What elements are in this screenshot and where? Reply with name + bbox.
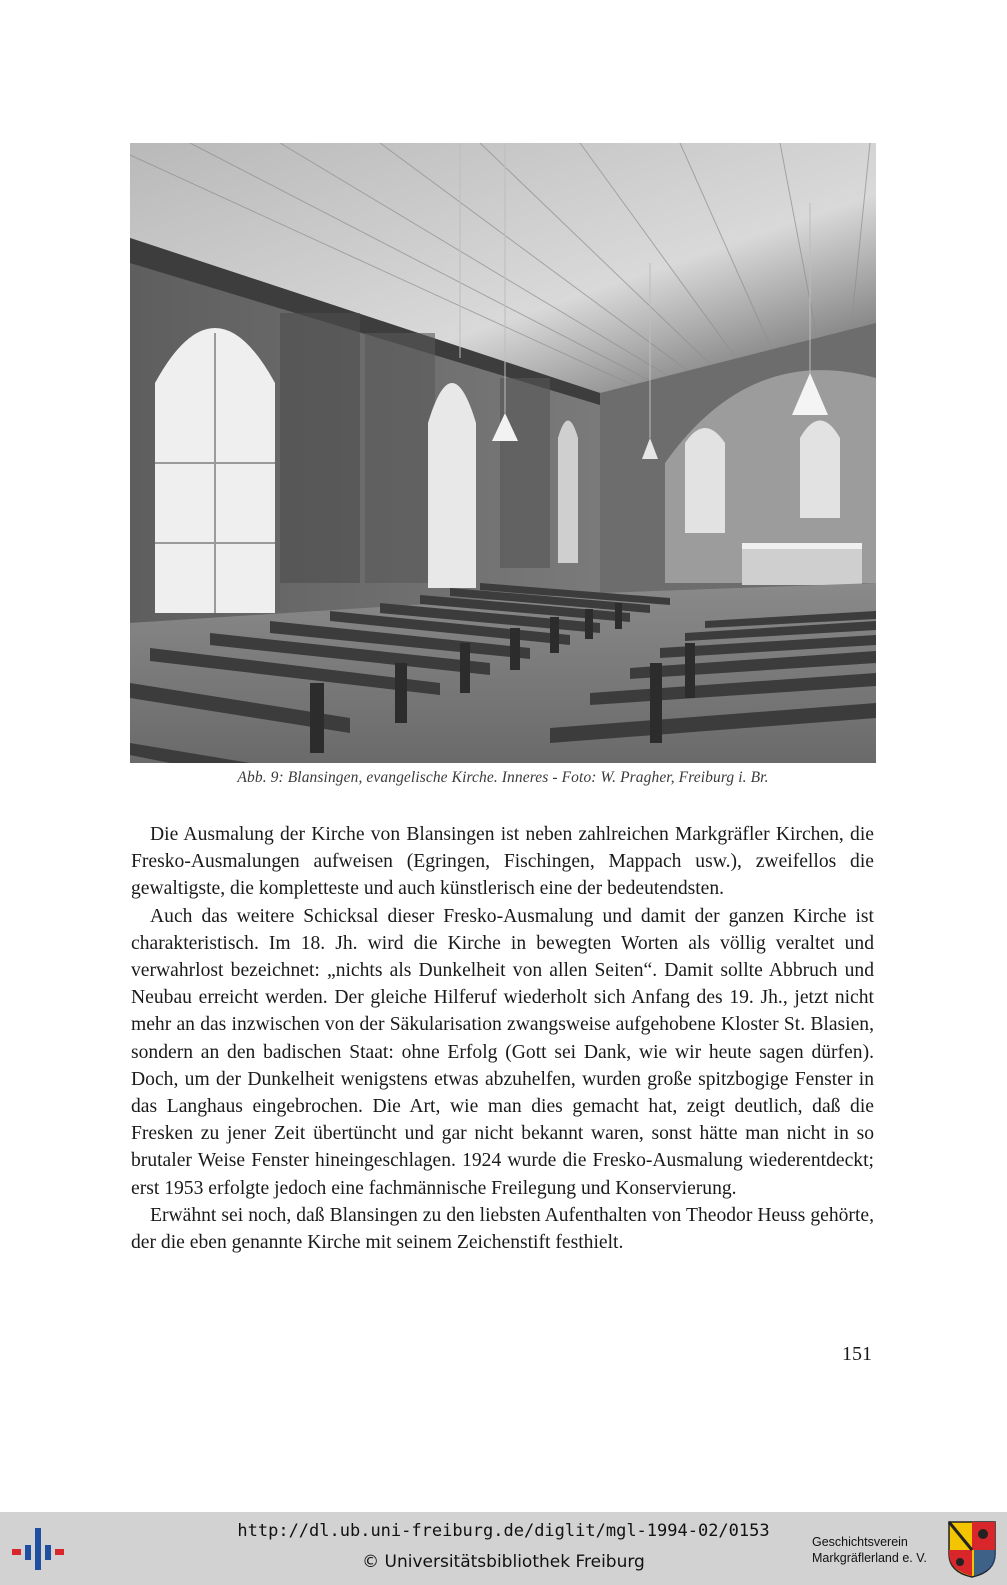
page-number: 151 — [842, 1343, 872, 1365]
church-interior-photo — [130, 143, 876, 763]
coat-of-arms-icon — [947, 1520, 997, 1578]
article-body — [131, 821, 874, 1256]
society-name-line-1: Geschichtsverein — [812, 1535, 908, 1549]
paragraph-2: Auch das weitere Schicksal dieser Fresko-Ausmalung und damit der ganzen Kirche ist charakteristisch. Im 18. Jh. wird die Kirche in bewegten Worten als völlig veraltet und verwahrlost bezeichnet: „nichts als Dunkelheit von allen Seiten“. Damit sollte Abbruch und Neubau erreicht werden. Der gleiche Hilferuf wiederholt sich Anfang des 19. Jh., jetzt nicht mehr an das inzwischen von der Säkularisation zwangsweise aufgehobene Kloster St. Blasien, sondern an den badischen Staat: ohne Erfolg (Gott sei Dank, wie wir heute sagen dürfen). Doch, um der Dunkelheit wenigstens etwas abzuhelfen, wurden große spitzbogige Fenster in das Langhaus eingebrochen. Die Art, wie man dies gemacht hat, zeigt deutlich, daß die Fresken zu jener Zeit übertüncht und gar nicht bekannt waren, sonst hätte man nicht in so brutaler Weise Fenster hineingeschlagen. 1924 wurde die Fresko-Ausmalung wiederentdeckt; erst 1953 erfolgte jedoch eine fachmännische Freilegung und Konservierung. — [131, 905, 874, 1199]
figure-caption: Abb. 9: Blansingen, evangelische Kirche. Inneres - Foto: W. Pragher, Freiburg i. Br. — [237, 769, 769, 786]
copyright-notice: © Universitätsbibliothek Freiburg — [362, 1552, 645, 1572]
society-name-line-2: Markgräflerland e. V. — [812, 1551, 927, 1565]
digital-library-url-link[interactable]: http://dl.ub.uni-freiburg.de/diglit/mgl-1994-02/0153 — [237, 1521, 770, 1541]
society-name — [812, 1534, 927, 1566]
footer-bar — [0, 1512, 1007, 1585]
paragraph-1: Die Ausmalung der Kirche von Blansingen ist neben zahlreichen Markgräfler Kirchen, die Fresko-Ausmalungen aufweisen (Egringen, Fischingen, Mappach usw.), zweifellos die gewaltigste, die kompletteste und auch künstlerisch eine der bedeutendsten. — [131, 824, 874, 900]
paragraph-3: Erwähnt sei noch, daß Blansingen zu den liebsten Aufenthalten von Theodor Heuss gehörte, der die eben genannte Kirche mit seinem Zeichenstift festhielt. — [131, 1204, 874, 1254]
